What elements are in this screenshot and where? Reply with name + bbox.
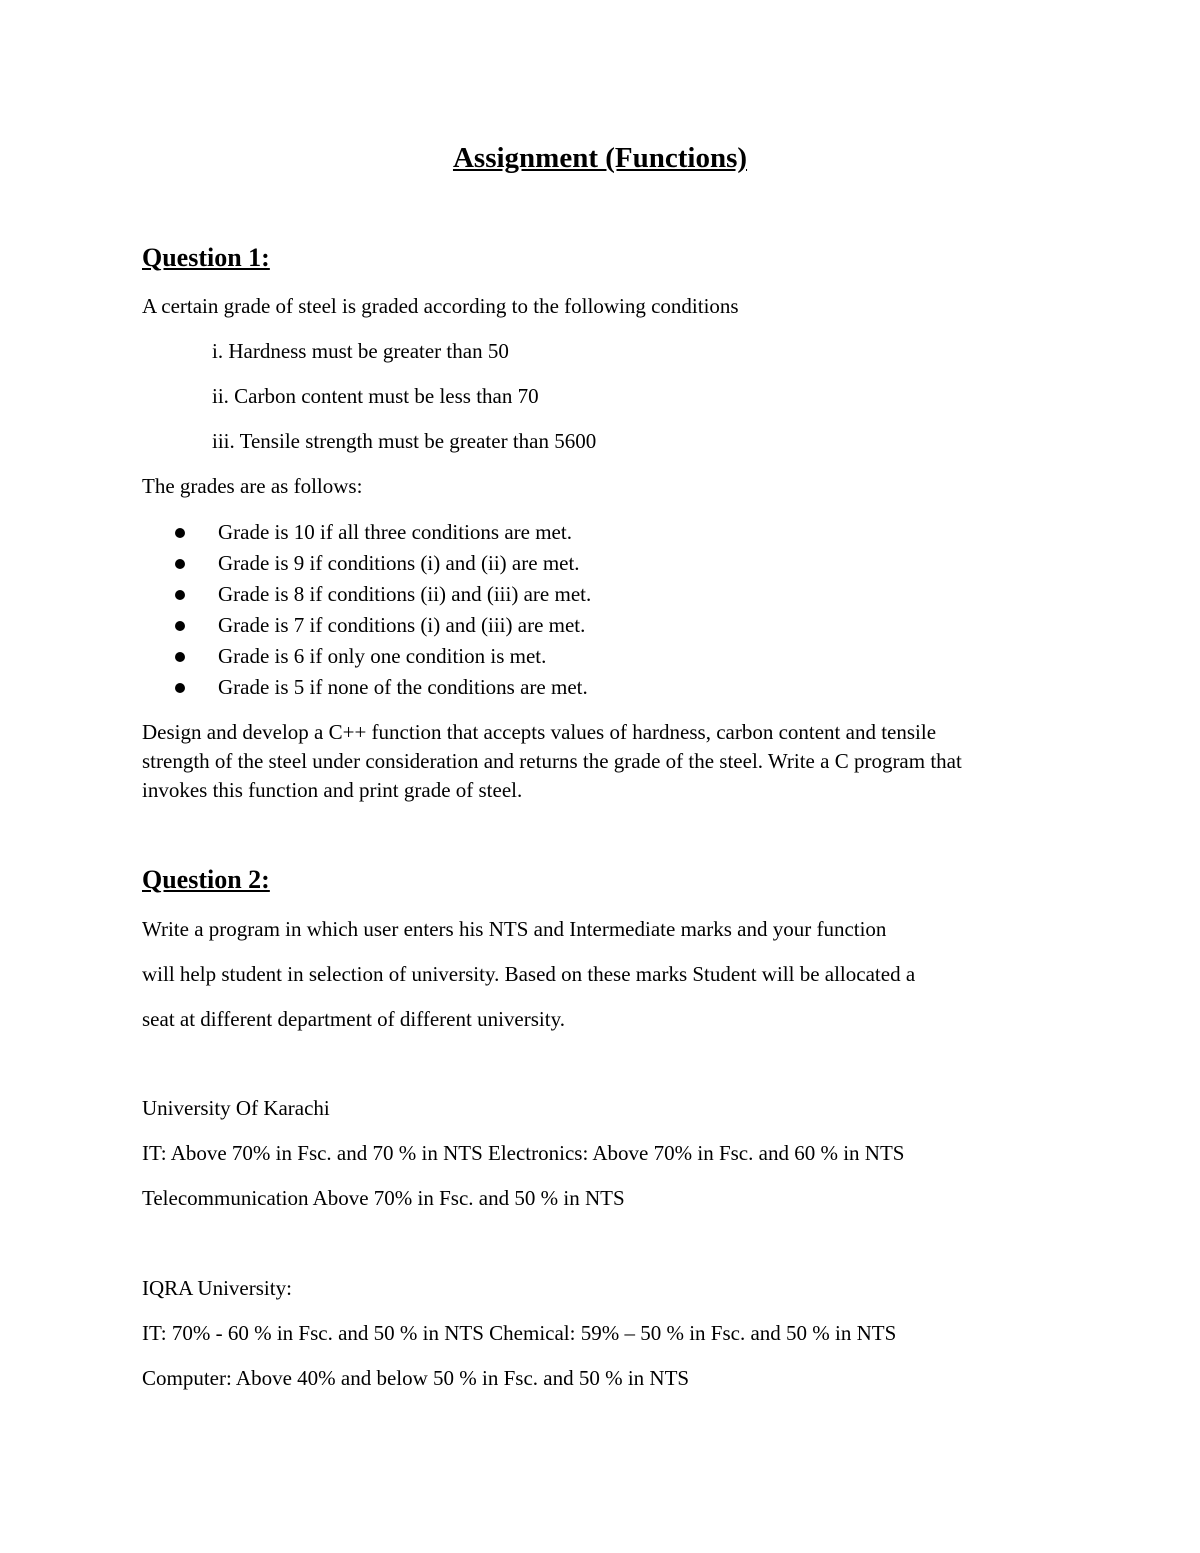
karachi-line-2: Telecommunication Above 70% in Fsc. and 50 % in NTS xyxy=(142,1186,625,1210)
bullet-icon xyxy=(175,528,185,538)
bullet-icon xyxy=(175,621,185,631)
condition-1: i. Hardness must be greater than 50 xyxy=(212,339,509,363)
condition-2: ii. Carbon content must be less than 70 xyxy=(212,384,539,408)
grade-text: Grade is 10 if all three conditions are met. xyxy=(218,520,572,544)
list-item xyxy=(142,641,591,672)
iqra-line-2: Computer: Above 40% and below 50 % in Fsc. and 50 % in NTS xyxy=(142,1366,690,1390)
list-item xyxy=(142,579,591,610)
condition-3: iii. Tensile strength must be greater than 5600 xyxy=(212,429,597,453)
question-1-heading: Question 1: xyxy=(142,243,270,272)
bullet-icon xyxy=(175,683,185,693)
question-2-line-3: seat at different department of different university. xyxy=(142,1007,565,1031)
bullet-icon xyxy=(175,559,185,569)
karachi-line-1: IT: Above 70% in Fsc. and 70 % in NTS Electronics: Above 70% in Fsc. and 60 % in NTS xyxy=(142,1141,905,1165)
question-1-task-line-2: strength of the steel under consideration and returns the grade of the steel. Write a C program that xyxy=(142,749,962,773)
grade-text: Grade is 6 if only one condition is met. xyxy=(218,644,547,668)
list-item xyxy=(142,672,591,703)
document-title: Assignment (Functions) xyxy=(452,142,748,174)
question-1-intro: A certain grade of steel is graded according to the following conditions xyxy=(142,294,739,318)
iqra-university-name: IQRA University: xyxy=(142,1276,292,1300)
grades-intro: The grades are as follows: xyxy=(142,474,363,498)
bullet-icon xyxy=(175,652,185,662)
grade-text: Grade is 8 if conditions (ii) and (iii) are met. xyxy=(218,582,592,606)
question-1-task-line-3: invokes this function and print grade of steel. xyxy=(142,778,523,802)
list-item xyxy=(142,610,591,641)
grade-text: Grade is 7 if conditions (i) and (iii) are met. xyxy=(218,613,586,637)
list-item xyxy=(142,548,591,579)
question-2-line-1: Write a program in which user enters his NTS and Intermediate marks and your function xyxy=(142,917,887,941)
list-item xyxy=(142,517,591,548)
grade-text: Grade is 5 if none of the conditions are met. xyxy=(218,675,588,699)
question-1-task-line-1: Design and develop a C++ function that accepts values of hardness, carbon content and tensile xyxy=(142,720,937,744)
question-2-heading: Question 2: xyxy=(142,865,270,894)
grade-text: Grade is 9 if conditions (i) and (ii) are met. xyxy=(218,551,580,575)
grades-list xyxy=(142,517,591,703)
question-2-line-2: will help student in selection of university. Based on these marks Student will be allocated a xyxy=(142,962,916,986)
karachi-university-name: University Of Karachi xyxy=(142,1096,330,1120)
iqra-line-1: IT: 70% - 60 % in Fsc. and 50 % in NTS Chemical: 59% – 50 % in Fsc. and 50 % in NTS xyxy=(142,1321,897,1345)
bullet-icon xyxy=(175,590,185,600)
